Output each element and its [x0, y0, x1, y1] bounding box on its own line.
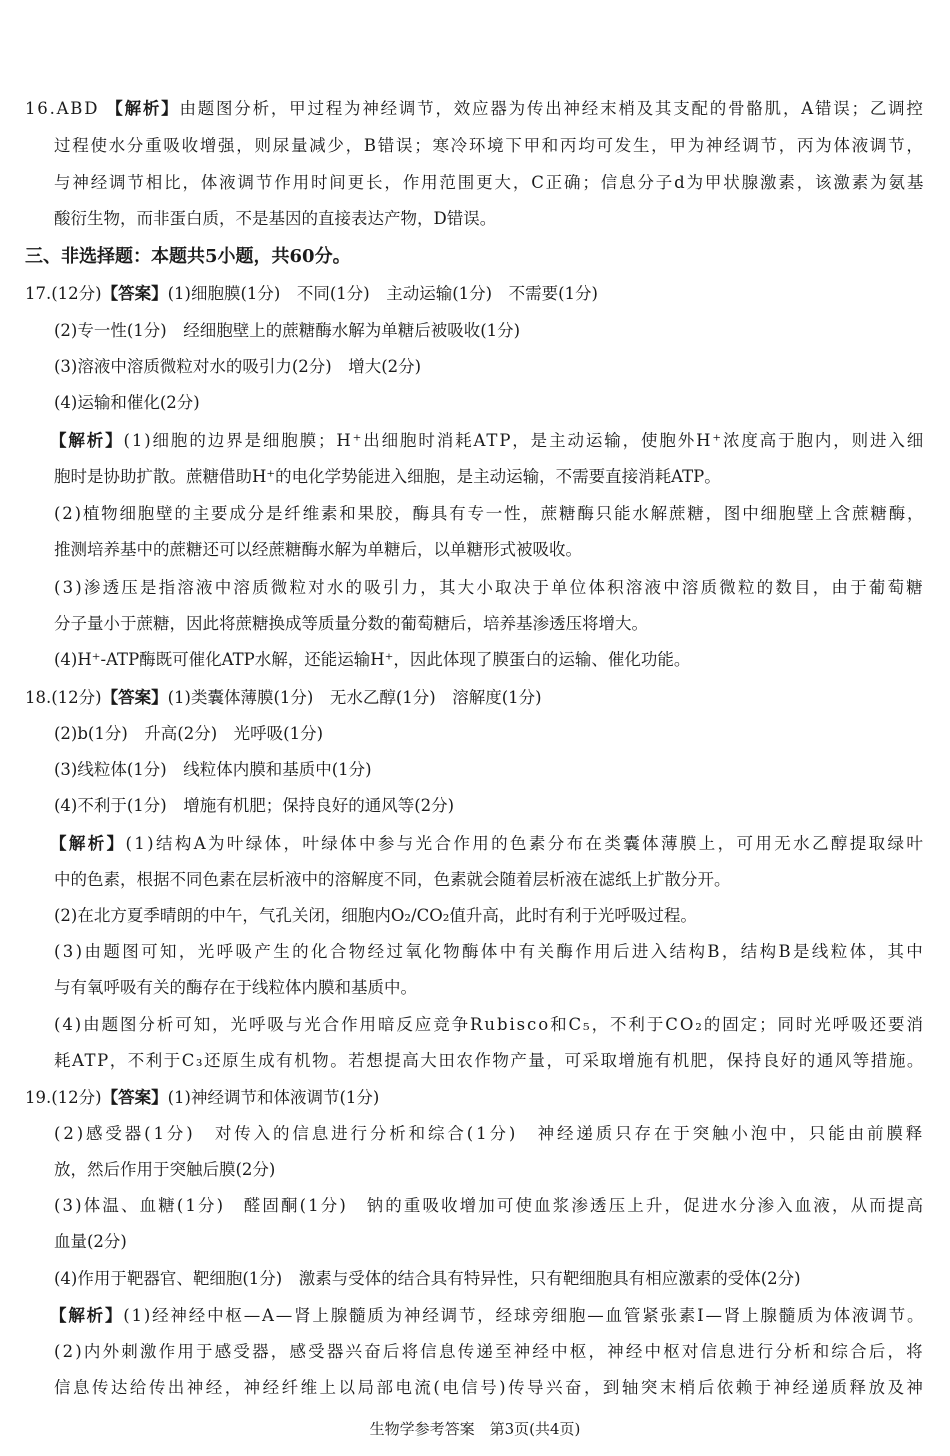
text-line [54, 503, 925, 525]
line-text: (1)经神经中枢—A—肾上腺髓质为神经调节，经球旁细胞—血管紧张素Ⅰ—肾上腺髓质为体液调节。 [123, 1306, 926, 1325]
text-line [54, 1195, 925, 1217]
line-text: (1)神经调节和体液调节(1分) [167, 1088, 380, 1107]
text-line [54, 135, 925, 157]
text-line [25, 246, 351, 268]
line-text: (4)由题图分析可知，光呼吸与光合作用暗反应竞争Rubisco和C₅，不利于CO₂的固定；同时光呼吸还要消 [54, 1015, 925, 1034]
line-text: 分子量小于蔗糖，因此将蔗糖换成等质量分数的葡萄糖后，培养基渗透压将增大。 [54, 614, 648, 633]
line-text: (4)H⁺-ATP酶既可催化ATP水解，还能运输H⁺，因此体现了膜蛋白的运输、催化功能。 [54, 650, 691, 669]
text-line [54, 1377, 925, 1399]
line-text: 19.(12分) [25, 1088, 102, 1107]
text-line [25, 687, 542, 709]
text-line [54, 466, 721, 488]
text-line [54, 356, 421, 378]
text-line [54, 1231, 127, 1253]
line-text: 18.(12分) [25, 688, 102, 707]
line-text: (2)植物细胞壁的主要成分是纤维素和果胶，酶具有专一性，蔗糖酶只能水解蔗糖，图中细胞壁上含蔗糖酶， [54, 504, 926, 523]
text-line [54, 1341, 925, 1363]
bold-label: 【解析】 [50, 1306, 124, 1325]
line-text: (3)线粒体(1分) 线粒体内膜和基质中(1分) [54, 760, 372, 779]
text-line [54, 941, 925, 963]
bold-label: 【答案】 [101, 1088, 168, 1107]
bold-label: 【解析】 [106, 99, 180, 118]
text-line [54, 759, 372, 781]
line-text: (3)溶液中溶质微粒对水的吸引力(2分) 增大(2分) [54, 357, 422, 376]
bold-label: 【解析】 [50, 431, 124, 450]
line-text: 胞时是协助扩散。蔗糖借助H⁺的电化学势能进入细胞，是主动运输，不需要直接消耗ATP。 [54, 467, 721, 486]
bold-label: 【答案】 [101, 284, 168, 303]
line-text: (4)作用于靶器官、靶细胞(1分) 激素与受体的结合具有特异性，只有靶细胞具有相应激素的受体(2分) [54, 1269, 801, 1288]
line-text: 放，然后作用于突触后膜(2分) [54, 1160, 276, 1179]
line-text: 17.(12分) [25, 284, 102, 303]
text-line [54, 172, 925, 194]
bold-label: 【解析】 [50, 834, 126, 853]
line-text: 中的色素，根据不同色素在层析液中的溶解度不同，色素就会随着层析液在滤纸上扩散分开。 [54, 870, 731, 889]
line-text: (1)类囊体薄膜(1分) 无水乙醇(1分) 溶解度(1分) [167, 688, 542, 707]
text-line [54, 869, 731, 891]
text-line [54, 208, 496, 230]
text-line [54, 320, 520, 342]
line-text: 与神经调节相比，体液调节作用时间更长，作用范围更大，C正确；信息分子d为甲状腺激素，该激素为氨基 [54, 173, 926, 192]
text-line [54, 613, 648, 635]
line-text: (1)结构A为叶绿体，叶绿体中参与光合作用的色素分布在类囊体薄膜上，可用无水乙醇提取绿叶 [125, 834, 926, 853]
text-line [54, 539, 582, 561]
text-line [54, 1014, 925, 1036]
text-line [54, 905, 697, 927]
line-text: (2)b(1分) 升高(2分) 光呼吸(1分) [54, 724, 324, 743]
text-line [54, 1268, 801, 1290]
line-text: (1)细胞膜(1分) 不同(1分) 主动运输(1分) 不需要(1分) [167, 284, 598, 303]
line-text: 16.ABD [25, 99, 107, 118]
line-text: 血量(2分) [54, 1232, 127, 1251]
text-line [54, 577, 925, 599]
text-line [25, 98, 925, 120]
bold-label: 【答案】 [101, 688, 168, 707]
text-line [25, 283, 598, 305]
text-line [54, 795, 454, 817]
line-text: (4)不利于(1分) 增施有机肥；保持良好的通风等(2分) [54, 796, 455, 815]
text-line [25, 1087, 379, 1109]
line-text: (2)感受器(1分) 对传入的信息进行分析和综合(1分) 神经递质只存在于突触小泡中，只能由前膜释 [54, 1124, 926, 1143]
text-line [54, 1159, 275, 1181]
line-text: (3)渗透压是指溶液中溶质微粒对水的吸引力，其大小取决于单位体积溶液中溶质微粒的数目，由于葡萄糖 [54, 578, 925, 597]
line-text: 与有氧呼吸有关的酶存在于线粒体内膜和基质中。 [54, 978, 417, 997]
text-line [50, 833, 925, 855]
line-text: (2)在北方夏季晴朗的中午，气孔关闭，细胞内O₂/CO₂值升高，此时有利于光呼吸过程。 [54, 906, 697, 925]
text-line [54, 1050, 925, 1072]
line-text: (1)细胞的边界是细胞膜；H⁺出细胞时消耗ATP，是主动运输，使胞外H⁺浓度高于胞内，则进入细 [123, 431, 926, 450]
text-line [50, 430, 925, 452]
line-text: 过程使水分重吸收增强，则尿量减少，B错误；寒冷环境下甲和丙均可发生，甲为神经调节，丙为体液调节， [54, 136, 925, 155]
text-line [54, 723, 323, 745]
line-text: 酸衍生物，而非蛋白质，不是基因的直接表达产物，D错误。 [54, 209, 497, 228]
line-text: (2)内外刺激作用于感受器，感受器兴奋后将信息传递至神经中枢，神经中枢对信息进行分析和综合后，将 [54, 1342, 925, 1361]
line-text: (3)由题图可知，光呼吸产生的化合物经过氧化物酶体中有关酶作用后进入结构B，结构B是线粒体，其中 [54, 942, 926, 961]
line-text: 由题图分析，甲过程为神经调节，效应器为传出神经末梢及其支配的骨骼肌，A错误；乙调控 [179, 99, 925, 118]
line-text: (3)体温、血糖(1分) 醛固酮(1分) 钠的重吸收增加可使血浆渗透压上升，促进水分渗入血液，从而提高 [54, 1196, 926, 1215]
line-text: 耗ATP，不利于C₃还原生成有机物。若想提高大田农作物产量，可采取增施有机肥，保持良好的通风等措施。 [54, 1051, 925, 1070]
text-line [54, 392, 200, 414]
line-text: 信息传达给传出神经，神经纤维上以局部电流(电信号)传导兴奋，到轴突末梢后依赖于神经递质释放及神 [54, 1378, 926, 1397]
text-line [54, 977, 417, 999]
text-line [54, 1123, 925, 1145]
text-line [54, 649, 690, 671]
line-text: (2)专一性(1分) 经细胞壁上的蔗糖酶水解为单糖后被吸收(1分) [54, 321, 521, 340]
section-heading: 三、非选择题：本题共5小题，共60分。 [25, 246, 351, 267]
line-text: 推测培养基中的蔗糖还可以经蔗糖酶水解为单糖后，以单糖形式被吸收。 [54, 540, 582, 559]
line-text: (4)运输和催化(2分) [54, 393, 200, 412]
text-line [50, 1305, 925, 1327]
page-footer: 生物学参考答案 第3页(共4页) [369, 1420, 581, 1438]
